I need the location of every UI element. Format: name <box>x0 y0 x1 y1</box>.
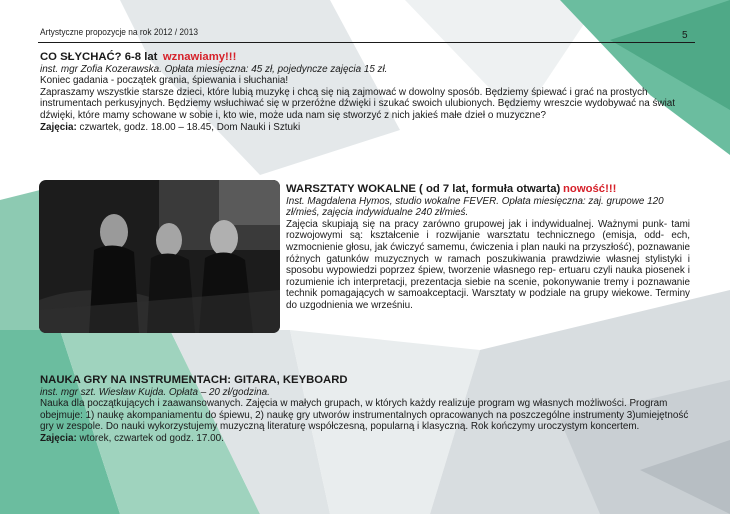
header-title: Artystyczne propozycje na rok 2012 / 2013 <box>40 27 199 38</box>
instructor-info: inst. mgr Zofia Kozerawska. Opłata miesięczna: 45 zł, pojedyncze zajęcia 15 zł. <box>40 63 388 75</box>
instructor-info: inst. mgr szt. Wiesław Kujda. Opłata – 20 zł/godzina. <box>40 386 270 398</box>
section-co-slychac <box>40 52 700 133</box>
section-body: Zajęcia skupiają się na pracy zarówno grupowej jak i indywidualnej. Ważnymi punk- tami rozwojowymi są: kształcenie i rozwijanie warsztatu technicznego (emisja, odd- ech, wzmocnienie głosu, jak ćwiczyć samemu, ćwiczenia i plan nauki na przyszłość), poznawanie różnych gatunków muzycznych w ramach poszukiwania prawdziwie własnej stylistyki i sposobu wypowiedzi poprzez śpiew, tworzenie własnego rep- ertuaru czyli nauka piosenek i rozumienie ich interpretacji, prezentacja siebie na scenie, pokonywanie tremy i poznawanie technik pomagających w samoakceptacji. Warsztaty w podziale na grupy wiekowe. Terminy do uzgodnienia we wrześniu. <box>286 218 690 311</box>
section-title: NAUKA GRY NA INSTRUMENTACH: GITARA, KEYBOARD <box>40 374 348 386</box>
section-nauka-gry <box>40 375 695 445</box>
section-body: Nauka dla początkujących i zaawansowanych. Zajęcia w małych grupach, w których każdy realizuje program wg własnych możliwości. Program obejmuje: 1) naukę akompaniamentu do śpiewu, 2) naukę gry utworów instrumentalnych opracowanych na poszczególne instrumenty 3)umiejętność gry w zespole. Do nauki wykorzystujemy muzyczną literaturę współczesną, popularną i klasyczną. Rok kończymy uroczystym koncertem. <box>40 398 689 433</box>
schedule <box>40 433 695 445</box>
instructor-info: Inst. Magdalena Hymos, studio wokalne FEVER. Opłata miesięczna: zaj. grupowe 120 zł/mieś, zajęcia indywidualne 240 zł/mieś. <box>286 195 664 219</box>
section-title-text: CO SŁYCHAĆ? 6-8 lat <box>40 51 158 63</box>
intro-line: Koniec gadania - początek grania, śpiewania i słuchania! <box>40 75 289 87</box>
section-body: Zapraszamy wszystkie starsze dzieci, które lubią muzykę i chcą się nią zajmować w dowolny sposób. Będziemy śpiewać i grać na prostych instrumentach perkusyjnych. Będziemy wsłuchiwać się w przeróżne dźwięki i szukać swoich ulubionych. Będziemy wreszcie wydobywać na świat dźwięki, które mamy schowane w sobie i, kto wie, może uda nam się stworzyć z nich jakieś małe dzieł o muzyczne? <box>40 86 675 121</box>
section-title <box>40 52 700 64</box>
schedule-label: Zajęcia: <box>40 121 77 133</box>
section-warsztaty-wokalne <box>286 184 690 312</box>
schedule-label: Zajęcia: <box>40 432 77 444</box>
header-divider <box>38 42 695 43</box>
section-title <box>286 184 690 196</box>
status-badge: wznawiamy!!! <box>162 51 237 63</box>
section-title-text: WARSZTATY WOKALNE ( od 7 lat, formuła otwarta) <box>286 183 561 195</box>
page-number: 5 <box>682 30 688 41</box>
status-badge: nowość!!! <box>563 183 617 195</box>
schedule-text: wtorek, czwartek od godz. 17.00. <box>76 432 224 444</box>
schedule <box>40 122 700 134</box>
singers-photo <box>39 180 280 333</box>
schedule-text: czwartek, godz. 18.00 – 18.45, Dom Nauki i Sztuki <box>76 121 301 133</box>
